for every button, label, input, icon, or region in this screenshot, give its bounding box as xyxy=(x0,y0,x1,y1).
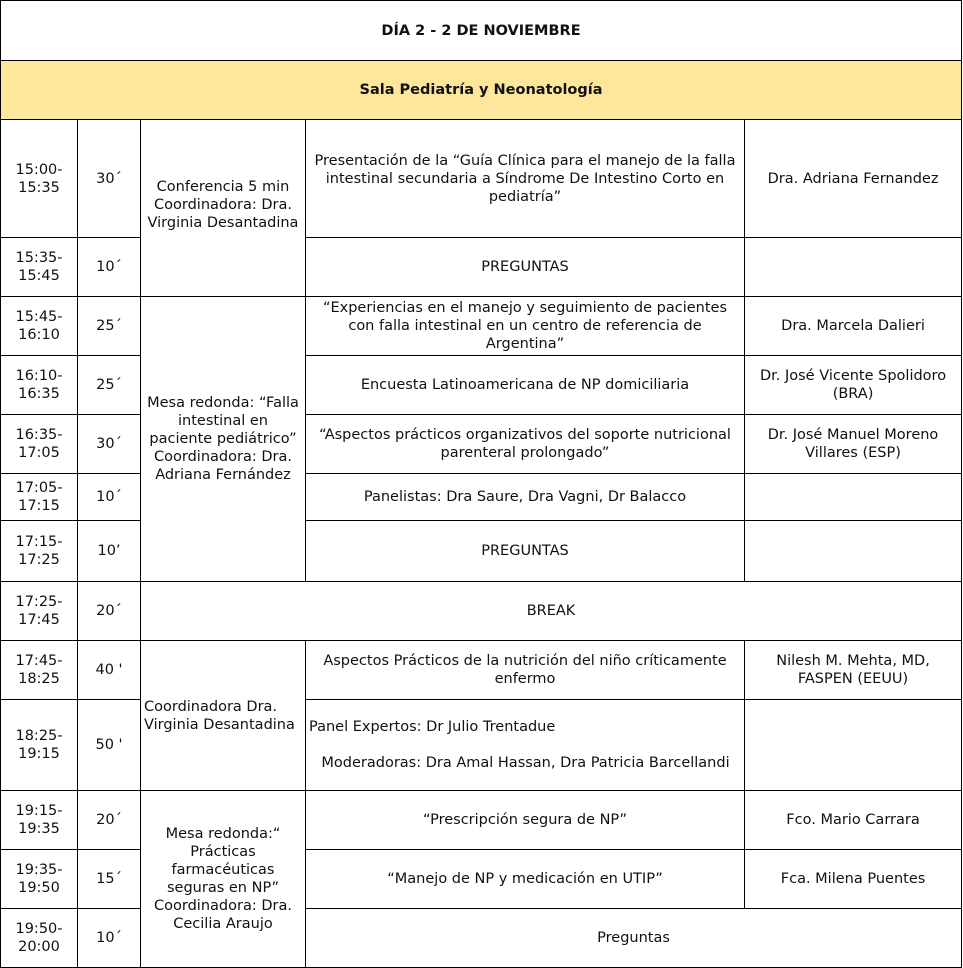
talk-cell: Panelistas: Dra Saure, Dra Vagni, Dr Balacco xyxy=(306,474,745,521)
day-title: DÍA 2 - 2 DE NOVIEMBRE xyxy=(1,1,962,61)
talk-cell xyxy=(306,700,745,791)
session-block-conferencia: Conferencia 5 min Coordinadora: Dra. Virginia Desantadina xyxy=(141,120,306,297)
talk-cell: PREGUNTAS xyxy=(306,521,745,582)
time-cell: 19:15- 19:35 xyxy=(1,791,78,850)
talk-cell: Aspectos Prácticos de la nutrición del niño críticamente enfermo xyxy=(306,641,745,700)
time-cell: 17:05- 17:15 xyxy=(1,474,78,521)
duration-cell: 50 ' xyxy=(78,700,141,791)
talk-cell: Preguntas xyxy=(306,909,962,968)
speaker-cell: Nilesh M. Mehta, MD, FASPEN (EEUU) xyxy=(745,641,962,700)
talk-cell: “Prescripción segura de NP” xyxy=(306,791,745,850)
talk-cell: “Manejo de NP y medicación en UTIP” xyxy=(306,850,745,909)
duration-cell: 20´ xyxy=(78,791,141,850)
time-cell: 19:50- 20:00 xyxy=(1,909,78,968)
duration-cell: 10’ xyxy=(78,521,141,582)
duration-cell: 30´ xyxy=(78,120,141,238)
time-cell: 15:45- 16:10 xyxy=(1,297,78,356)
time-cell: 19:35- 19:50 xyxy=(1,850,78,909)
time-cell: 15:35- 15:45 xyxy=(1,238,78,297)
speaker-cell: Dr. José Manuel Moreno Villares (ESP) xyxy=(745,415,962,474)
time-cell: 17:45- 18:25 xyxy=(1,641,78,700)
room-name: Sala Pediatría y Neonatología xyxy=(1,61,962,120)
talk-cell: Encuesta Latinoamericana de NP domiciliaria xyxy=(306,356,745,415)
room-header-row xyxy=(1,61,962,120)
speaker-cell: Dra. Marcela Dalieri xyxy=(745,297,962,356)
time-cell: 15:00- 15:35 xyxy=(1,120,78,238)
break-cell: BREAK xyxy=(141,582,962,641)
talk-cell: “Experiencias en el manejo y seguimiento de pacientes con falla intestinal en un centro de referencia de Argentina” xyxy=(306,297,745,356)
time-cell: 18:25- 19:15 xyxy=(1,700,78,791)
speaker-cell: Dr. José Vicente Spolidoro (BRA) xyxy=(745,356,962,415)
speaker-cell: Fca. Milena Puentes xyxy=(745,850,962,909)
duration-cell: 30´ xyxy=(78,415,141,474)
speaker-cell xyxy=(745,474,962,521)
duration-cell: 10´ xyxy=(78,909,141,968)
talk-cell: “Aspectos prácticos organizativos del soporte nutricional parenteral prolongado” xyxy=(306,415,745,474)
table-row xyxy=(1,297,962,356)
day-header-row xyxy=(1,1,962,61)
duration-cell: 20´ xyxy=(78,582,141,641)
time-cell: 17:25- 17:45 xyxy=(1,582,78,641)
time-cell: 16:10- 16:35 xyxy=(1,356,78,415)
session-block-mesa-redonda-falla: Mesa redonda: “Falla intestinal en paciente pediátrico” Coordinadora: Dra. Adriana Fernández xyxy=(141,297,306,582)
speaker-cell xyxy=(745,700,962,791)
speaker-cell: Dra. Adriana Fernandez xyxy=(745,120,962,238)
duration-cell: 40 ' xyxy=(78,641,141,700)
table-row xyxy=(1,582,962,641)
session-block-coordinadora: Coordinadora Dra. Virginia Desantadina xyxy=(141,641,306,791)
duration-cell: 10´ xyxy=(78,474,141,521)
speaker-cell xyxy=(745,238,962,297)
talk-cell: PREGUNTAS xyxy=(306,238,745,297)
duration-cell: 25´ xyxy=(78,356,141,415)
duration-cell: 15´ xyxy=(78,850,141,909)
duration-cell: 25´ xyxy=(78,297,141,356)
panel-moderators-line: Moderadoras: Dra Amal Hassan, Dra Patricia Barcellandi xyxy=(321,755,730,771)
table-row xyxy=(1,120,962,238)
speaker-cell: Fco. Mario Carrara xyxy=(745,791,962,850)
time-cell: 16:35- 17:05 xyxy=(1,415,78,474)
table-row xyxy=(1,641,962,700)
talk-cell: Presentación de la “Guía Clínica para el manejo de la falla intestinal secundaria a Síndrome De Intestino Corto en pediatría” xyxy=(306,120,745,238)
panel-experts-line: Panel Expertos: Dr Julio Trentadue xyxy=(309,719,556,735)
table-row xyxy=(1,791,962,850)
speaker-cell xyxy=(745,521,962,582)
time-cell: 17:15- 17:25 xyxy=(1,521,78,582)
session-block-mesa-redonda-farmaceuticas: Mesa redonda:“ Prácticas farmacéuticas seguras en NP” Coordinadora: Dra. Cecilia Araujo xyxy=(141,791,306,968)
duration-cell: 10´ xyxy=(78,238,141,297)
